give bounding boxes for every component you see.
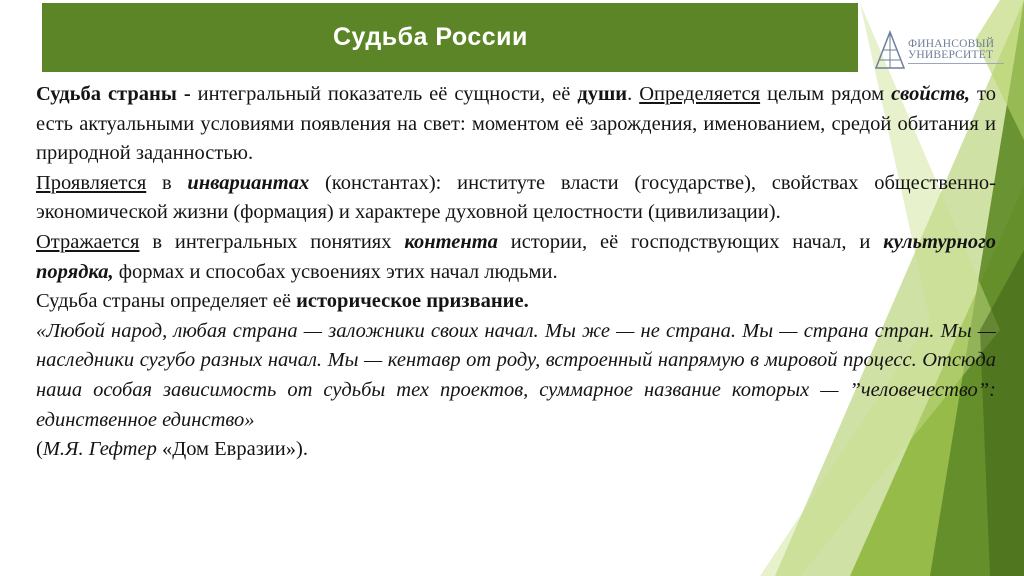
text-span: то есть актуальными условиями появления на свет: моментом её зарождения, именованием, средой обитания и природной заданностью. <box>36 83 996 165</box>
keyword-reflects: Отражается <box>36 230 140 253</box>
paragraph-definition <box>36 80 996 169</box>
term-properties: свойств, <box>891 83 971 105</box>
logo-underline <box>908 63 1004 67</box>
text-span: . <box>627 83 640 105</box>
citation <box>36 435 996 465</box>
text-span: формах и способах усвоениях этих начал людьми. <box>113 260 558 283</box>
citation-author: М.Я. Гефтер <box>42 438 157 461</box>
text-span: Судьба страны определяет её <box>36 290 297 313</box>
term-historical-calling: историческое призвание. <box>296 290 529 313</box>
term-cultural-order: культурного порядка, <box>36 230 996 283</box>
text-span: ( <box>36 438 43 461</box>
term-fate: Судьба страны - <box>36 83 191 105</box>
text-span: в интегральных понятиях <box>139 230 405 253</box>
keyword-manifests: Проявляется <box>36 171 147 194</box>
slide-title: Судьба России <box>333 23 528 51</box>
logo-line2: УНИВЕРСИТЕТ <box>908 49 994 61</box>
title-bar <box>42 3 858 72</box>
text-span: истории, её господствующих начал, и <box>497 230 884 253</box>
text-span: в <box>146 171 188 194</box>
logo-emblem-icon <box>874 30 906 70</box>
quote-block: «Любой народ, любая страна — заложники своих начал. Мы же — не страна. Мы — страна стран. Мы — наследники сугубо разных начал. Мы — кентавр от роду, встроенный напрямую в мировой процесс. Отсюда наша особая зависимость от судьбы тех проектов, суммарное название которых — ”человечество”: единственное единство» <box>36 319 996 431</box>
term-invariants: инвариантах <box>187 171 310 194</box>
slide-body <box>36 80 996 465</box>
text-span: интегральный показатель её сущности, её <box>190 83 578 105</box>
keyword-determined: Определяется <box>639 83 761 105</box>
citation-title: «Дом Евразии»). <box>156 438 308 461</box>
paragraph-manifests <box>36 169 996 228</box>
text-span: целым рядом <box>760 83 892 105</box>
university-logo <box>874 30 1014 76</box>
term-soul: души <box>577 83 628 105</box>
term-content: контента <box>404 230 498 253</box>
text-span: (константах): институте власти (государстве), свойствах общественно-экономической жизни (формация) и характере духовной целостности (цивилизации). <box>36 171 997 224</box>
paragraph-reflects <box>36 228 996 287</box>
logo-line1: ФИНАНСОВЫЙ <box>908 38 995 50</box>
paragraph-calling <box>36 287 996 317</box>
